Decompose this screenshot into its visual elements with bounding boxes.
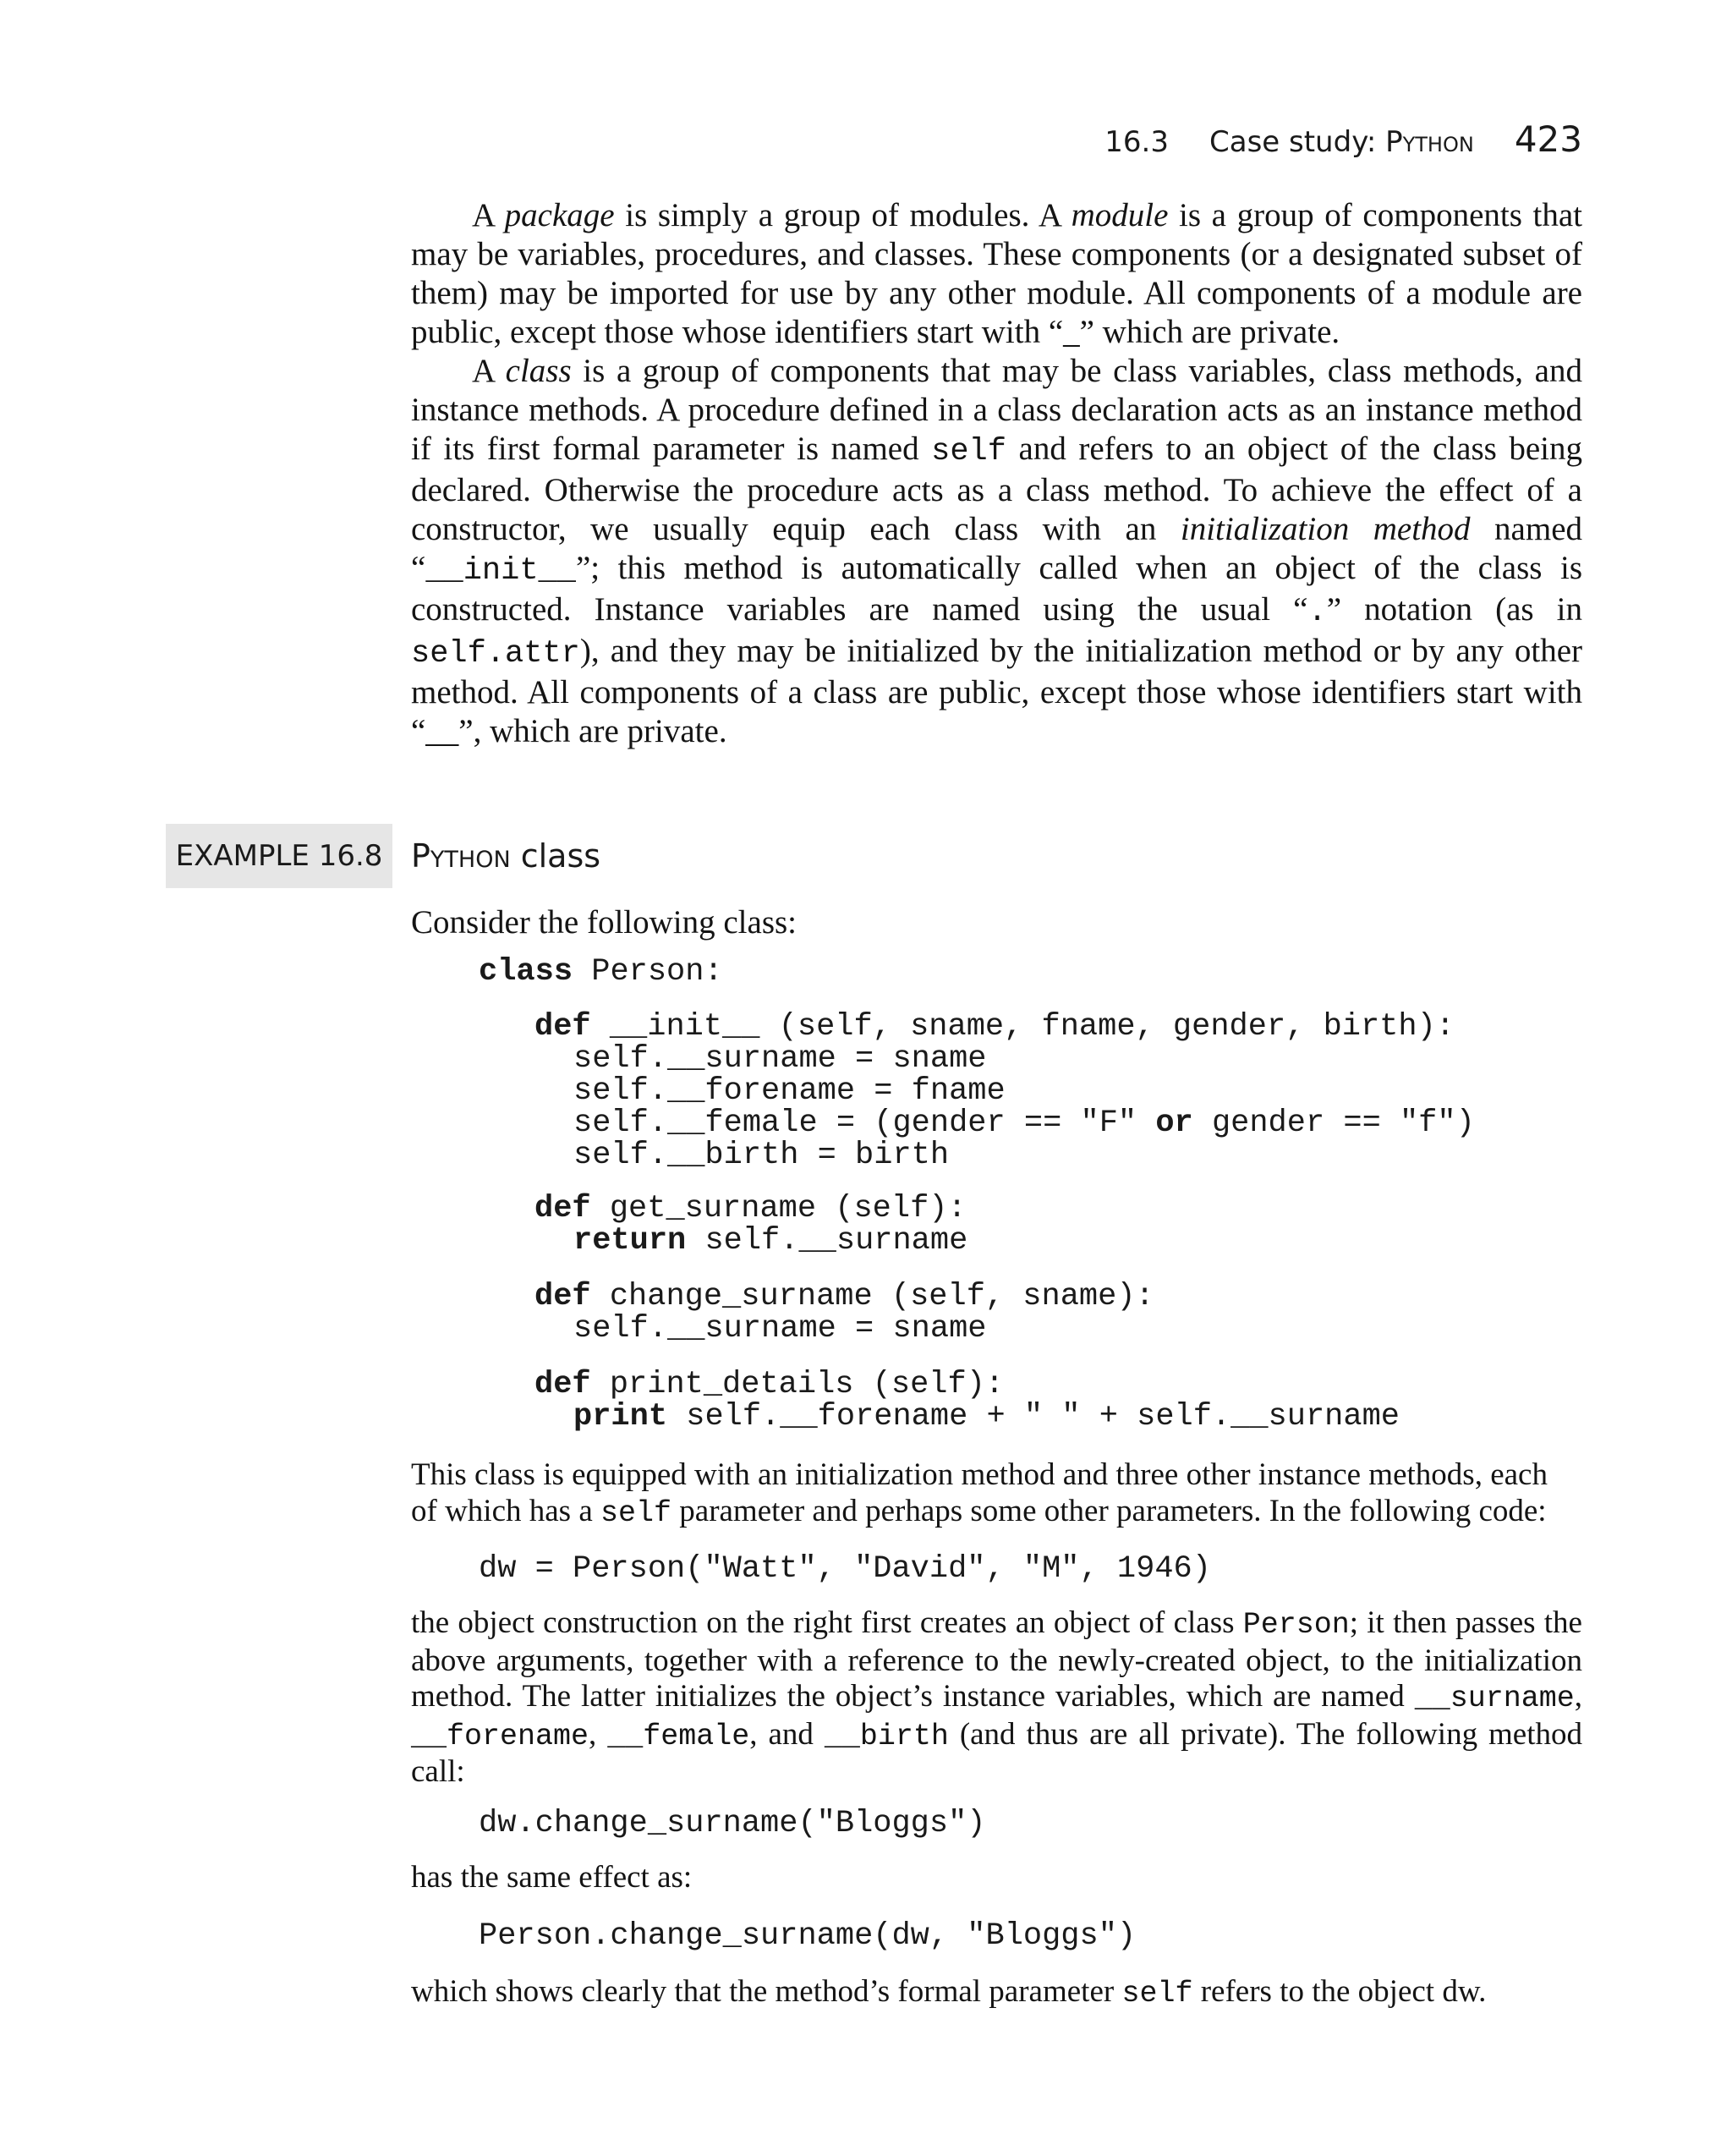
- code-line: class Person:: [479, 954, 723, 990]
- intro-text: [411, 196, 1582, 751]
- code-line: def __init__ (self, sname, fname, gender, birth):: [534, 1009, 1455, 1045]
- page-number: 423: [1514, 118, 1582, 160]
- code-line-equivalent: Person.change_surname(dw, "Bloggs"): [479, 1918, 1137, 1954]
- code-line: self.__surname = sname: [573, 1311, 987, 1347]
- paragraph-object-construction: the object construction on the right first creates an object of class Person; it then passes the above arguments, together with a reference to the newly-created object, to the initialization method. The latter initializes the object’s instance variables, which are named __surname, __forename, __female, and __birth (and thus are all private). The following method call:: [411, 1605, 1582, 1789]
- code-line: print self.__forename + " " + self.__surname: [573, 1399, 1400, 1435]
- text-line: of which has a self parameter and perhaps some other parameters. In the following code:: [411, 1494, 1547, 1530]
- code-line: def change_surname (self, sname):: [534, 1279, 1154, 1314]
- code-line: self.__forename = fname: [573, 1073, 1006, 1109]
- code-line-call: dw.change_surname("Bloggs"): [479, 1806, 986, 1841]
- code-line: self.__surname = sname: [573, 1041, 987, 1077]
- example-label: EXAMPLE 16.8: [166, 824, 392, 888]
- running-title: Case study: Python: [1209, 125, 1474, 159]
- running-header: [1104, 118, 1582, 160]
- paragraph-class: A class is a group of components that may be class variables, class methods, and instance methods. A procedure defined in a class declaration acts as an instance method if its first formal parameter is named self and refers to an object of the class being declared. Otherwise the procedure acts as a class method. To achieve the effect of a constructor, we usually equip each class with an initialization method named “__init__”; this method is automatically called when an object of the class is constructed. Instance variables are named using the usual “.” notation (as in self.attr), and they may be initialized by the initialization method or by any other method. All components of a class are public, except those whose identifiers start with “__”, which are private.: [411, 353, 1583, 749]
- code-line: def print_details (self):: [534, 1367, 1005, 1402]
- example-title: Python class: [411, 837, 601, 875]
- code-line: self.__female = (gender == "F" or gender == "f"): [573, 1105, 1475, 1141]
- code-line: return self.__surname: [573, 1223, 968, 1259]
- code-line: def get_surname (self):: [534, 1191, 967, 1226]
- text-line: This class is equipped with an initialization method and three other instance methods, each: [411, 1457, 1548, 1492]
- text-line-final: which shows clearly that the method’s formal parameter self refers to the object dw.: [411, 1974, 1487, 2011]
- section-number: 16.3: [1104, 125, 1169, 159]
- consider-line: Consider the following class:: [411, 904, 797, 941]
- code-line-construct: dw = Person("Watt", "David", "M", 1946): [479, 1551, 1211, 1587]
- code-line: self.__birth = birth: [573, 1138, 950, 1173]
- text-line: has the same effect as:: [411, 1860, 693, 1895]
- paragraph-package: A package is simply a group of modules. A module is a group of components that may be variables, procedures, and classes. These components (or a designated subset of them) may be imported for use by any other module. All components of a module are public, except those whose identifiers start with “_” which are private.: [411, 197, 1583, 350]
